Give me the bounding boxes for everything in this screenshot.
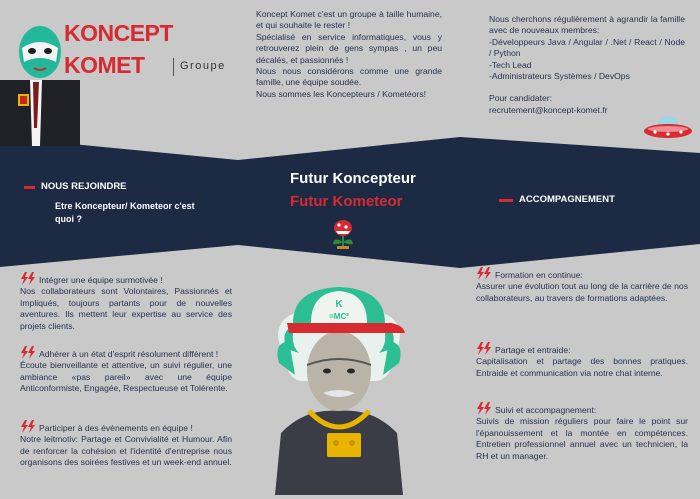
recruit-line: -Tech Lead <box>489 59 532 70</box>
recruit-line: -Développeurs Java / Angular / .Net / React / Node / Python <box>489 36 685 59</box>
brand-suffix: Groupe <box>180 60 226 72</box>
intro-paragraph: Nous sommes les Koncepteurs / Kometéors! <box>256 88 427 99</box>
join-accent-bar <box>24 186 35 189</box>
join-question: Etre Koncepteur/ Kometeor c'est quoi ? <box>55 201 195 224</box>
item-body: Suivis de mission réguliers pour faire le point sur l'épanouissement et la montée en compétences. Entretien professionnel annuel avec un technicien, la RH et un manager. <box>476 416 688 461</box>
lightning-icon <box>20 272 35 285</box>
item-body: Notre leitmotiv: Partage et Convivialité et Humour. Afin de renforcer la cohésion et l'identité d'entreprise nous organisons des soirées festives et un week-end annuel. <box>20 434 232 468</box>
right-item <box>476 402 688 462</box>
intro-paragraph: Spécialisé en service informatiques, vous y retrouverez plein de gens sympas , un peu décalés, et passionnés ! <box>256 31 442 65</box>
item-body: Écoute bienveillante et attentive, un suivi régulier, une ambiance «pas pareil» avec une équipe Anticonformiste, Engagée, Respectueuse et Tolérente. <box>20 360 232 394</box>
item-title-text: Intégrer une équipe surmotivée ! <box>39 275 163 285</box>
item-title-text: Suivi et accompagnement: <box>495 405 597 415</box>
recruit-line: -Administrateurs Systèmes / DevOps <box>489 71 630 82</box>
item-body: Capitalisation et partage des bonnes pratiques. Entraide et communication via notre chat interne. <box>476 356 688 378</box>
logo-divider <box>173 58 174 76</box>
item-title <box>20 420 232 434</box>
left-item <box>20 420 232 469</box>
brand-logo-line2: KOMET <box>64 52 145 78</box>
lightning-icon <box>476 342 491 355</box>
item-title-text: Participer à des évènements en équipe ! <box>39 423 193 433</box>
recruit-line: Nous cherchons régulièrement à agrandir la famille avec de nouveaux membres: <box>489 14 685 36</box>
support-title: ACCOMPAGNEMENT <box>519 194 615 205</box>
lightning-icon <box>476 402 491 415</box>
einstein-illustration <box>265 283 413 495</box>
apply-email-link[interactable]: recrutement@koncept-komet.fr <box>489 104 608 115</box>
right-item <box>476 342 688 379</box>
intro-paragraph: Nous nous considérons comme une grande famille, une équipe soudée. <box>256 66 442 88</box>
brand-logo-line1: KONCEPT <box>64 20 173 46</box>
cap-text: =MC² <box>329 312 349 321</box>
apply-label: Pour candidater: <box>489 93 553 104</box>
futur-kometeor-title: Futur Kometeor <box>290 193 403 210</box>
item-body: Assurer une évolution tout au long de la carrière de nos collaborateurs, au travers de formations adaptées. <box>476 281 688 303</box>
item-title <box>476 342 688 356</box>
support-accent-bar <box>499 199 513 202</box>
lightning-icon <box>20 420 35 433</box>
ufo-icon <box>643 112 693 144</box>
item-title <box>476 267 688 281</box>
join-title: NOUS REJOINDRE <box>41 181 127 192</box>
futur-koncepteur-title: Futur Koncepteur <box>290 170 416 187</box>
item-title-text: Adhérer à un état d'esprit résolument différent ! <box>39 349 219 359</box>
right-item <box>476 267 688 304</box>
cap-text: K <box>335 299 343 310</box>
item-title-text: Formation en continue: <box>495 270 583 280</box>
recruit-text <box>489 14 685 116</box>
item-title <box>20 346 232 360</box>
lightning-icon <box>476 267 491 280</box>
intro-paragraph: Koncept Komet c'est un groupe à taille humaine, et qui souhaite le rester ! <box>256 9 442 31</box>
piranha-plant-icon <box>330 218 356 250</box>
intro-text <box>256 9 442 100</box>
left-item <box>20 346 232 395</box>
item-body: Nos collaborateurs sont Volontaires, Passionnés et Impliqués, toujours partants pour de nouvelles aventures. Ils mettent leur expertise au service des projets clients. <box>20 286 232 331</box>
item-title <box>476 402 688 416</box>
lightning-icon <box>20 346 35 359</box>
item-title-text: Partage et entraide: <box>495 345 571 355</box>
item-title <box>20 272 232 286</box>
left-item <box>20 272 232 332</box>
